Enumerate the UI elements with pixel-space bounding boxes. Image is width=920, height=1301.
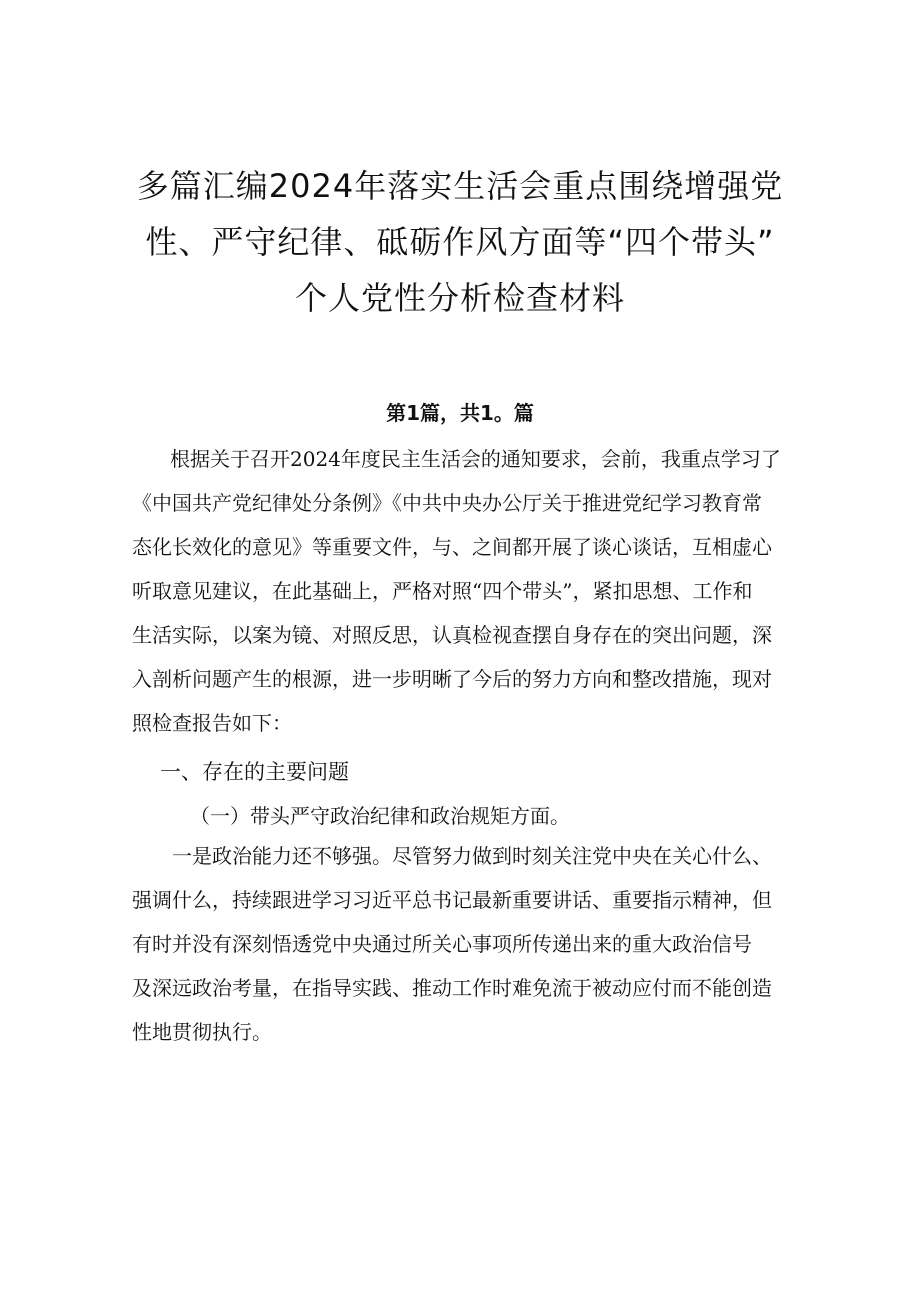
- paragraph-line: 生活实际，以案为镜、对照反思，认真检视查摆自身存在的突出问题，深: [132, 623, 772, 647]
- paragraph-line: 及深远政治考量，在指导实践、推动工作时难免流于被动应付而不能创造: [132, 976, 772, 1000]
- document-title: [110, 158, 810, 326]
- paragraph-line: 根据关于召开2024年度民主生活会的通知要求，会前，我重点学习了: [170, 447, 781, 471]
- title-line: 个人党性分析检查材料: [294, 279, 625, 317]
- section-heading: 一、存在的主要问题: [160, 760, 349, 784]
- title-line: 性、严守纪律、砥砺作风方面等“四个带头”: [145, 223, 775, 261]
- body-paragraph: [132, 834, 822, 1054]
- paragraph-line: 《中国共产党纪律处分条例》《中共中央办公厅关于推进党纪学习教育常: [132, 491, 762, 515]
- paragraph-line: 态化长效化的意见》等重要文件，与、之间都开展了谈心谈话，互相虚心: [132, 535, 772, 559]
- title-line: 多篇汇编2024年落实生活会重点围绕增强党: [136, 167, 784, 205]
- intro-paragraph: [132, 437, 822, 745]
- paragraph-line: 强调什么，持续跟进学习习近平总书记最新重要讲话、重要指示精神，但: [132, 888, 772, 912]
- paragraph-line: 有时并没有深刻悟透党中央通过所关心事项所传递出来的重大政治信号: [132, 932, 752, 956]
- paragraph-line: 听取意见建议，在此基础上，严格对照“四个带头”，紧扣思想、工作和: [132, 579, 753, 603]
- part-label: 第1篇，共1。篇: [386, 401, 534, 425]
- subsection-heading: （一）带头严守政治纪律和政治规矩方面。: [190, 804, 570, 828]
- paragraph-line: 性地贯彻执行。: [132, 1020, 272, 1044]
- paragraph-line: 一是政治能力还不够强。尽管努力做到时刻关注党中央在关心什么、: [172, 844, 772, 868]
- paragraph-line: 照检查报告如下：: [132, 711, 292, 735]
- paragraph-line: 入剖析问题产生的根源，进一步明晰了今后的努力方向和整改措施，现对: [132, 667, 772, 691]
